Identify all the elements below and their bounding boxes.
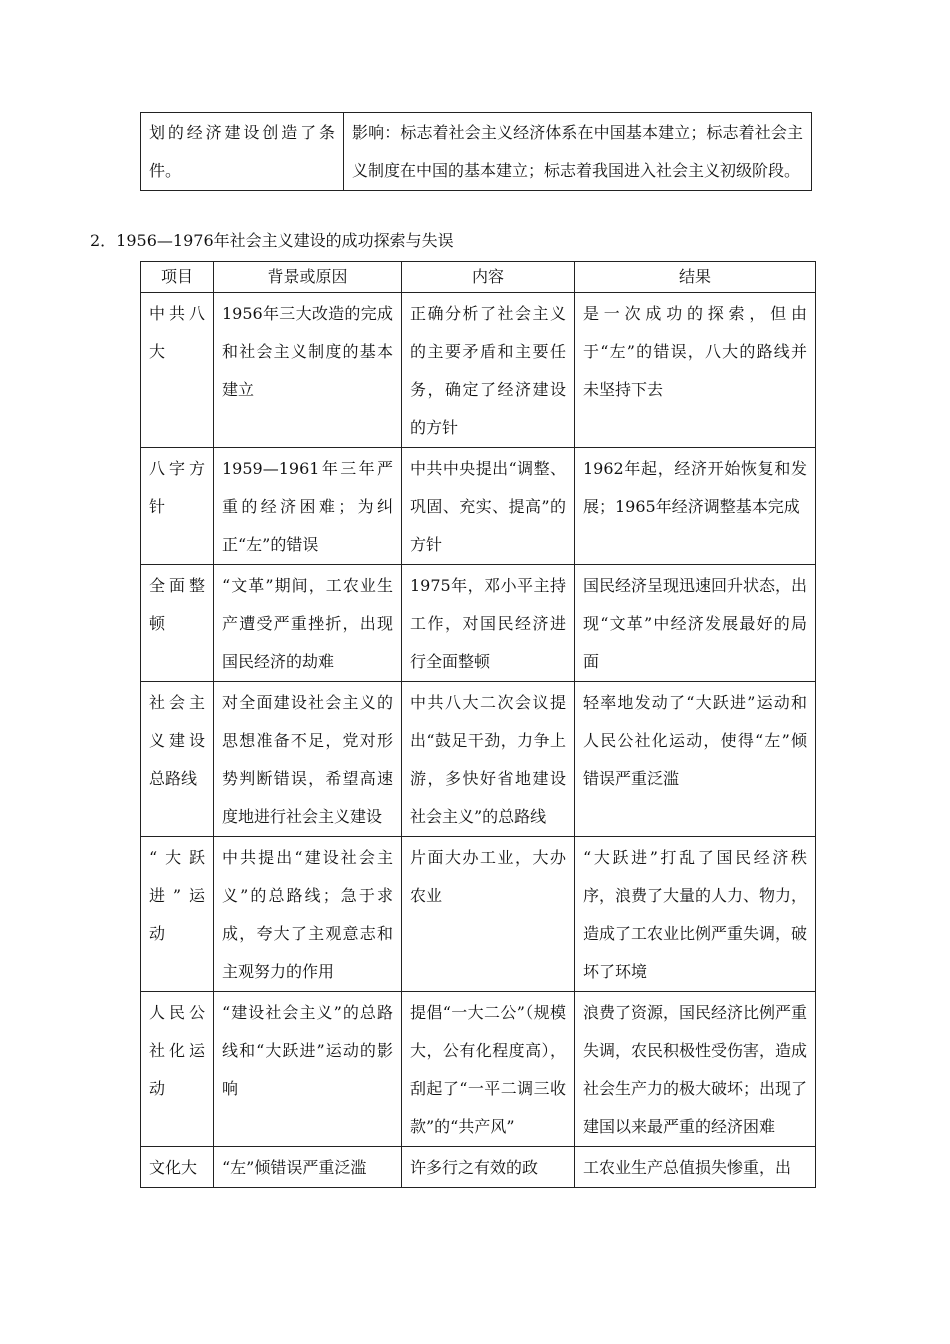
- table-row: [141, 992, 816, 1147]
- background-cell: 对全面建设社会主义的思想准备不足，党对形势判断错误，希望高速度地进行社会主义建设: [214, 682, 402, 837]
- background-cell: “左”倾错误严重泛滥: [214, 1147, 402, 1188]
- previous-right-cell: 影响：标志着社会主义经济体系在中国基本建立；标志着社会主义制度在中国的基本建立；标志着我国进入社会主义初级阶段。: [344, 113, 812, 191]
- content-cell: 中共中央提出“调整、巩固、充实、提高”的方针: [402, 448, 575, 565]
- item-cell: “大跃进”运动: [141, 837, 214, 992]
- table-row: [141, 565, 816, 682]
- table-row: [141, 1147, 816, 1188]
- content-cell: 正确分析了社会主义的主要矛盾和主要任务，确定了经济建设的方针: [402, 293, 575, 448]
- content-cell: 1975年，邓小平主持工作，对国民经济进行全面整顿: [402, 565, 575, 682]
- content-cell: 中共八大二次会议提出“鼓足干劲，力争上游，多快好省地建设社会主义”的总路线: [402, 682, 575, 837]
- background-cell: 中共提出“建设社会主义”的总路线；急于求成，夸大了主观意志和主观努力的作用: [214, 837, 402, 992]
- table-row: [141, 113, 812, 191]
- background-cell: 1959—1961年三年严重的经济困难；为纠正“左”的错误: [214, 448, 402, 565]
- column-header-item: 项目: [141, 262, 214, 293]
- content-cell: 片面大办工业，大办农业: [402, 837, 575, 992]
- column-header-background: 背景或原因: [214, 262, 402, 293]
- previous-left-cell: 划的经济建设创造了条件。: [141, 113, 344, 191]
- item-cell: 人民公社化运动: [141, 992, 214, 1147]
- background-cell: 1956年三大改造的完成和社会主义制度的基本建立: [214, 293, 402, 448]
- table-header-row: [141, 262, 816, 293]
- background-cell: “文革”期间，工农业生产遭受严重挫折，出现国民经济的劫难: [214, 565, 402, 682]
- table-row: [141, 293, 816, 448]
- item-cell: 八字方针: [141, 448, 214, 565]
- table-row: [141, 448, 816, 565]
- result-cell: “大跃进”打乱了国民经济秩序，浪费了大量的人力、物力，造成了工农业比例严重失调，破坏了环境: [575, 837, 816, 992]
- section-heading: 2．1956—1976年社会主义建设的成功探索与失误: [90, 231, 454, 250]
- column-header-content: 内容: [402, 262, 575, 293]
- content-cell: 提倡“一大二公”（规模大，公有化程度高），刮起了“一平二调三收款”的“共产风”: [402, 992, 575, 1147]
- exploration-table: [140, 261, 816, 1188]
- result-cell: 工农业生产总值损失惨重，出: [575, 1147, 816, 1188]
- result-cell: 国民经济呈现迅速回升状态，出现“文革”中经济发展最好的局面: [575, 565, 816, 682]
- previous-table: [140, 112, 812, 191]
- table-row: [141, 682, 816, 837]
- item-cell: 社会主义建设总路线: [141, 682, 214, 837]
- result-cell: 浪费了资源，国民经济比例严重失调，农民积极性受伤害，造成社会生产力的极大破坏；出现了建国以来最严重的经济困难: [575, 992, 816, 1147]
- item-cell: 中共八大: [141, 293, 214, 448]
- result-cell: 轻率地发动了“大跃进”运动和人民公社化运动，使得“左”倾错误严重泛滥: [575, 682, 816, 837]
- background-cell: “建设社会主义”的总路线和“大跃进”运动的影响: [214, 992, 402, 1147]
- result-cell: 是一次成功的探索，但由于“左”的错误，八大的路线并未坚持下去: [575, 293, 816, 448]
- content-cell: 许多行之有效的政: [402, 1147, 575, 1188]
- column-header-result: 结果: [575, 262, 816, 293]
- result-cell: 1962年起，经济开始恢复和发展；1965年经济调整基本完成: [575, 448, 816, 565]
- item-cell: 全面整顿: [141, 565, 214, 682]
- item-cell: 文化大: [141, 1147, 214, 1188]
- table-row: [141, 837, 816, 992]
